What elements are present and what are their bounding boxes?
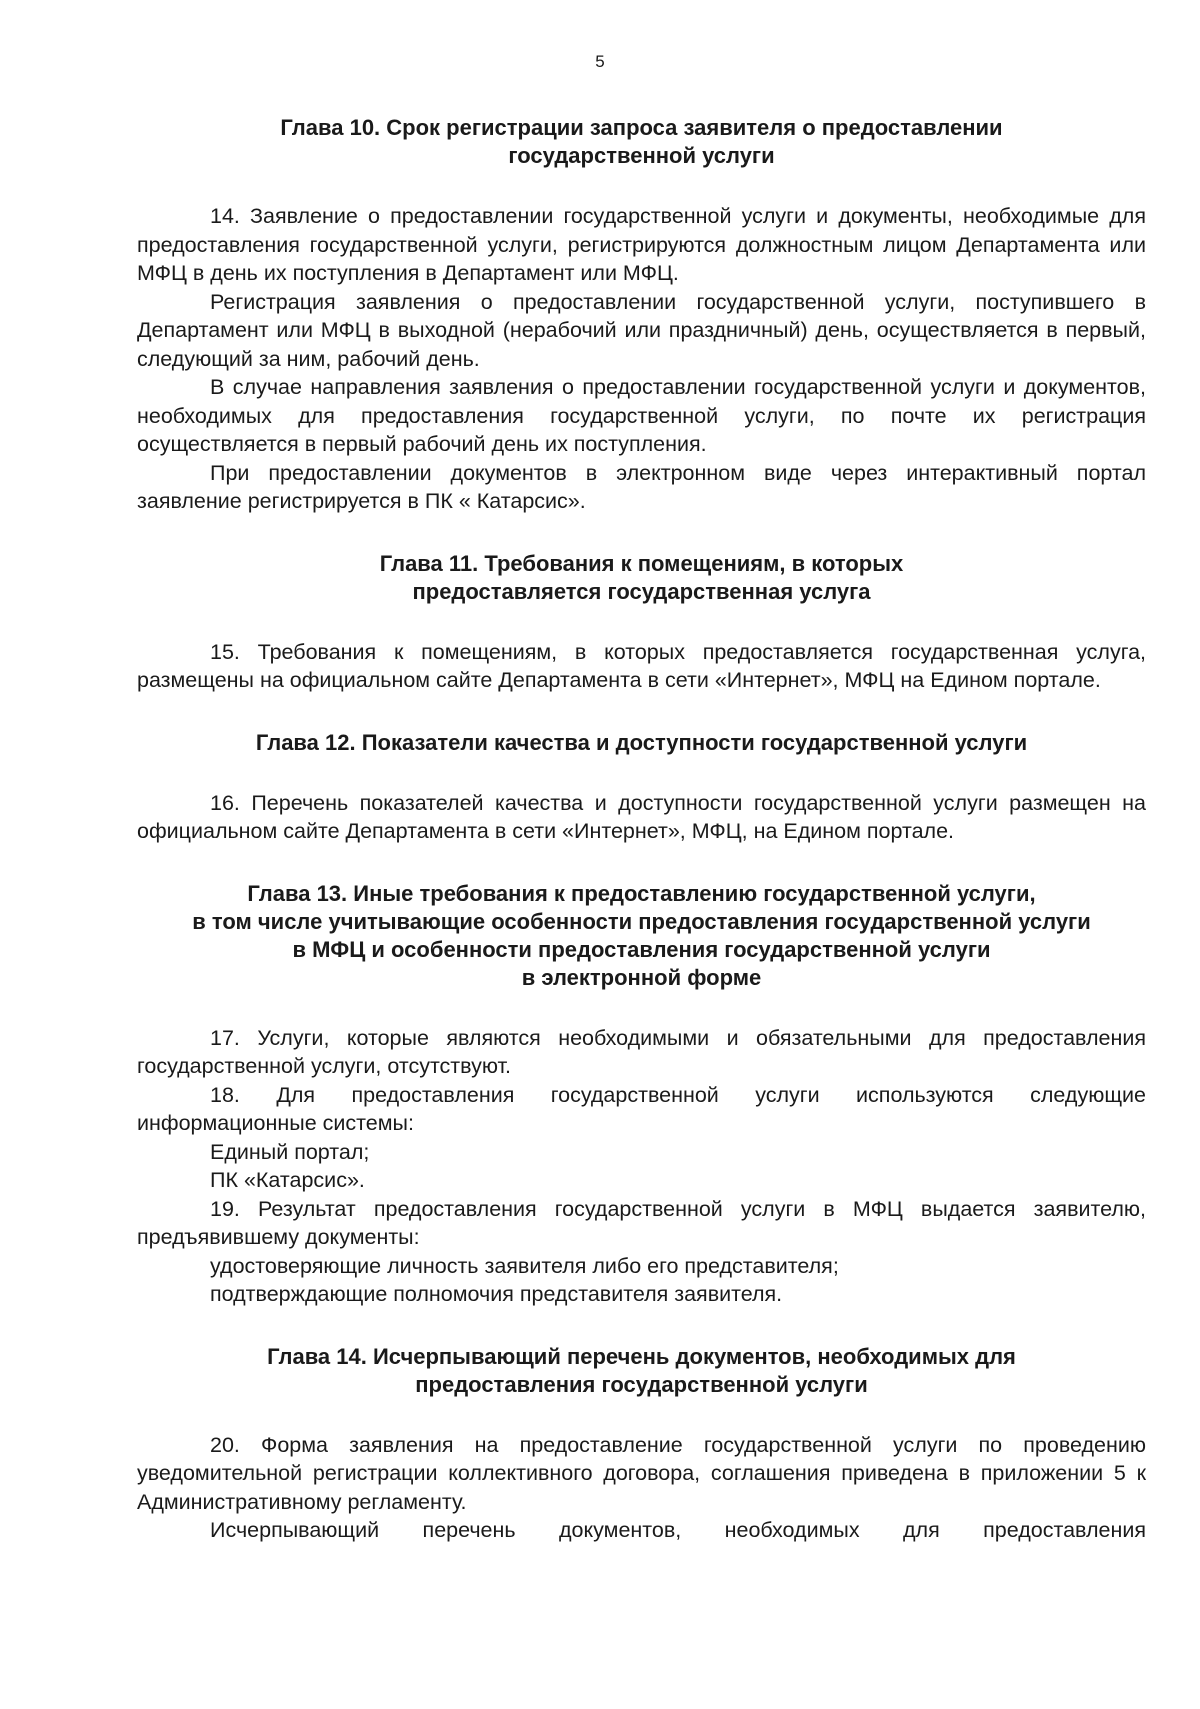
chapter-13-heading xyxy=(137,880,1146,992)
heading-line: Глава 11. Требования к помещениям, в которых xyxy=(379,550,904,576)
heading-line: предоставляется государственная услуга xyxy=(412,578,871,604)
document-body xyxy=(137,114,1146,1545)
paragraph-19: 19. Результат предоставления государственной услуги в МФЦ выдается заявителю, предъявившему документы: xyxy=(137,1196,1146,1249)
paragraph-20: 20. Форма заявления на предоставление государственной услуги по проведению уведомительной регистрации коллективного договора, соглашения приведена в приложении 5 к Административному регламенту. xyxy=(137,1432,1146,1514)
paragraph-18: 18. Для предоставления государственной услуги используются следующие информационные системы: xyxy=(137,1082,1146,1135)
heading-line: в электронной форме xyxy=(521,964,762,990)
heading-line: предоставления государственной услуги xyxy=(415,1371,868,1397)
chapter-14-heading xyxy=(137,1343,1146,1399)
heading-line: Глава 10. Срок регистрации запроса заявителя о предоставлении xyxy=(280,115,1003,140)
chapter-11 xyxy=(137,550,1146,695)
paragraph-17: 17. Услуги, которые являются необходимыми и обязательными для предоставления государственной услуги, отсутствуют. xyxy=(137,1025,1146,1078)
chapter-12-heading xyxy=(137,729,1146,757)
paragraph: Регистрация заявления о предоставлении государственной услуги, поступившего в Департамент или МФЦ в выходной (нерабочий или праздничный) день, осуществляется в первый, следующий за ним, рабочий день. xyxy=(137,289,1146,371)
paragraph: В случае направления заявления о предоставлении государственной услуги и документов, необходимых для предоставления государственной услуги, по почте их регистрация осуществляется в первый рабочий день их поступления. xyxy=(137,375,1146,456)
chapter-11-heading xyxy=(137,550,1146,606)
list-item: Единый портал; xyxy=(210,1139,370,1164)
heading-line: в МФЦ и особенности предоставления государственной услуги xyxy=(292,936,991,962)
list-item: подтверждающие полномочия представителя заявителя. xyxy=(210,1282,783,1306)
chapter-10 xyxy=(137,114,1146,516)
page-number: 5 xyxy=(595,52,605,71)
paragraph-14: 14. Заявление о предоставлении государственной услуги и документы, необходимые для предоставления государственной услуги, регистрируются должностным лицом Департамента или МФЦ в день их поступления в Департамент или МФЦ. xyxy=(137,204,1146,285)
heading-line: Глава 13. Иные требования к предоставлению государственной услуги, xyxy=(247,880,1036,906)
paragraph: При предоставлении документов в электронном виде через интерактивный портал заявление регистрируется в ПК « Катарсис». xyxy=(137,460,1146,513)
chapter-12 xyxy=(137,729,1146,846)
chapter-14 xyxy=(137,1343,1146,1545)
list-item: удостоверяющие личность заявителя либо его представителя; xyxy=(210,1253,839,1278)
paragraph-16: 16. Перечень показателей качества и доступности государственной услуги размещен на официальном сайте Департамента в сети «Интернет», МФЦ, на Едином портале. xyxy=(137,790,1146,843)
heading-line: в том числе учитывающие особенности предоставления государственной услуги xyxy=(192,908,1091,934)
list-item: ПК «Катарсис». xyxy=(210,1168,365,1192)
chapter-13 xyxy=(137,880,1146,1309)
paragraph-15: 15. Требования к помещениям, в которых предоставляется государственная услуга, размещены на официальном сайте Департамента в сети «Интернет», МФЦ на Едином портале. xyxy=(137,639,1146,692)
heading-line: государственной услуги xyxy=(508,143,775,168)
heading-line: Глава 12. Показатели качества и доступности государственной услуги xyxy=(255,729,1028,755)
heading-line: Глава 14. Исчерпывающий перечень документов, необходимых для xyxy=(267,1343,1016,1369)
paragraph: Исчерпывающий перечень документов, необходимых для предоставления xyxy=(210,1518,1146,1542)
chapter-10-heading xyxy=(137,114,1146,170)
